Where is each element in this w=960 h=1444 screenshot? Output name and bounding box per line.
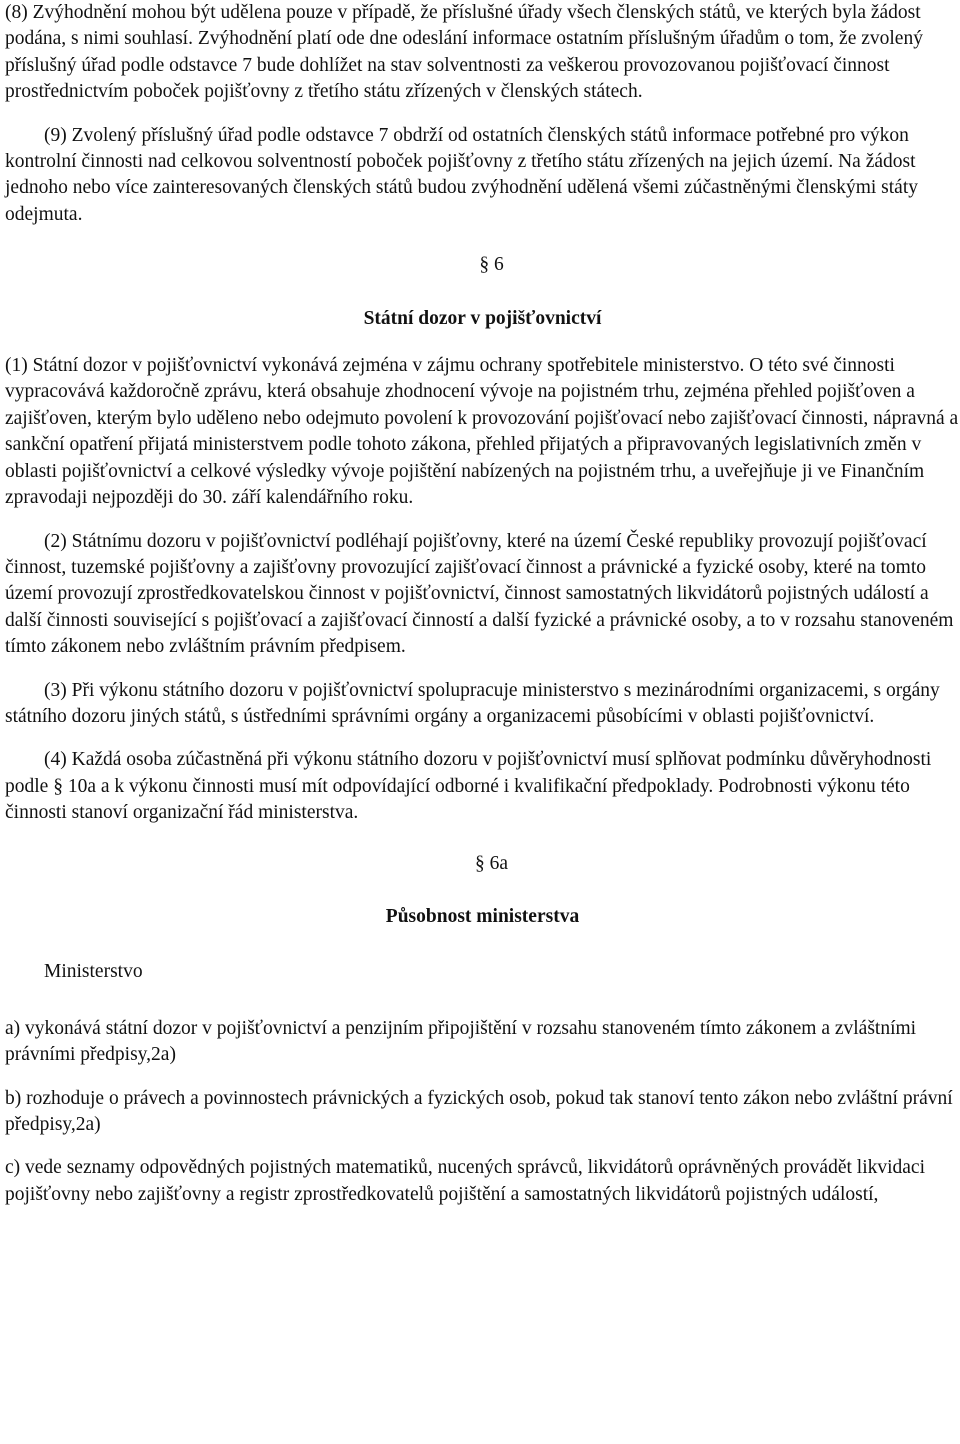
section-gap: [5, 986, 960, 1016]
paragraph-gap: [5, 1138, 960, 1155]
paragraph-gap: [5, 1069, 960, 1086]
paragraph-gap: [5, 512, 960, 529]
section-6a-item-b: b) rozhoduje o právech a povinnostech právnických a fyzických osob, pokud tak stanoví tento zákon nebo zvláštní právní předpisy,2a): [5, 1087, 953, 1135]
section-gap: [5, 332, 960, 353]
section-gap: [5, 877, 960, 904]
paragraph-8: (8) Zvýhodnění mohou být udělena pouze v případě, že příslušné úřady všech členských států, ve kterých byla žádost podána, s nimi souhlasí. Zvýhodnění platí ode dne odeslání informace ostatním příslušným úřadům o tom, že zvolený příslušný úřad podle odstavce 7 bude dohlížet na stav solventnosti za veškerou provozovanou pojišťovací činnost prostřednictvím poboček pojišťovny z třetího státu zřízených v členských státech.: [5, 2, 923, 103]
section-6-title: Státní dozor v pojišťovnictví: [363, 307, 602, 329]
section-6-paragraph-4: (4) Každá osoba zúčastněná při výkonu státního dozoru v pojišťovnictví musí splňovat podmínku důvěryhodnosti podle § 10a a k výkonu činnosti musí mít odpovídající odborné i kvalifikační předpoklady. Podrobnosti výkonu této činnosti stanoví organizační řád ministerstva.: [5, 749, 932, 824]
paragraph-gap: [5, 661, 960, 678]
section-gap: [5, 827, 960, 851]
section-6a-intro: Ministerstvo: [44, 961, 143, 983]
paragraph-9: (9) Zvolený příslušný úřad podle odstavce 7 obdrží od ostatních členských států informace potřebné pro výkon kontrolní činnosti nad celkovou solventností poboček pojišťovny z třetího státu zřízených na jejich území. Na žádost jednoho nebo více zainteresovaných členských států budou zvýhodnění udělená všemi zúčastněnými členskými státy odejmuta.: [5, 124, 918, 225]
section-gap: [5, 930, 960, 959]
section-gap: [5, 228, 960, 252]
section-6a-title: Působnost ministerstva: [385, 905, 580, 927]
paragraph-gap: [5, 730, 960, 747]
section-6-mark: § 6: [479, 254, 504, 276]
section-6-paragraph-1: (1) Státní dozor v pojišťovnictví vykonává zejména v zájmu ochrany spotřebitele ministerstvo. O této své činnosti vypracovává každoročně zprávu, která obsahuje zhodnocení vývoje na pojistném trhu, zejména přehled pojišťoven a zajišťoven, kterým bylo uděleno nebo odejmuto povolení k provozování pojišťovací nebo zajišťovací činnosti, nápravná a sankční opatření přijatá ministerstvem podle tohoto zákona, přehled přijatých a připravovaných legislativních změn v oblasti pojišťovnictví a celkové výsledky vývoje pojištění nabízených na pojistném trhu, a uveřejňuje ji ve Finančním zpravodaji nejpozději do 30. září kalendářního roku.: [5, 355, 959, 509]
section-6a-mark: § 6a: [474, 852, 509, 874]
section-6a-item-a: a) vykonává státní dozor v pojišťovnictví a penzijním připojištění v rozsahu stanoveném tímto zákonem a zvláštními právními předpisy,2a): [5, 1017, 917, 1066]
section-6-paragraph-3: (3) Při výkonu státního dozoru v pojišťovnictví spolupracuje ministerstvo s mezinárodními organizacemi, s orgány státního dozoru jiných států, s ústředními správními orgány a organizacemi působícími v oblasti pojišťovnictví.: [5, 679, 940, 727]
section-6a-item-c: c) vede seznamy odpovědných pojistných matematiků, nucených správců, likvidátorů oprávněných provádět likvidaci pojišťovny nebo zajišťovny a registr zprostředkovatelů pojištění a samostatných likvidátorů pojistných událostí,: [5, 1157, 926, 1205]
section-gap: [5, 279, 960, 306]
section-6-paragraph-2: (2) Státnímu dozoru v pojišťovnictví podléhají pojišťovny, které na území České republiky provozují pojišťovací činnost, tuzemské pojišťovny a zajišťovny provozující zajišťovací činnost a právnické a fyzické osoby, které na tomto území provozují zprostředkovatelskou činnost v pojišťovnictví, činnost samostatných likvidátorů pojistných událostí a další činnosti související s pojišťovací a zajišťovací činností a další fyzické a právnické osoby, a to v rozsahu stanoveném tímto zákonem nebo zvláštním právním předpisem.: [5, 530, 954, 658]
paragraph-gap: [5, 106, 960, 123]
